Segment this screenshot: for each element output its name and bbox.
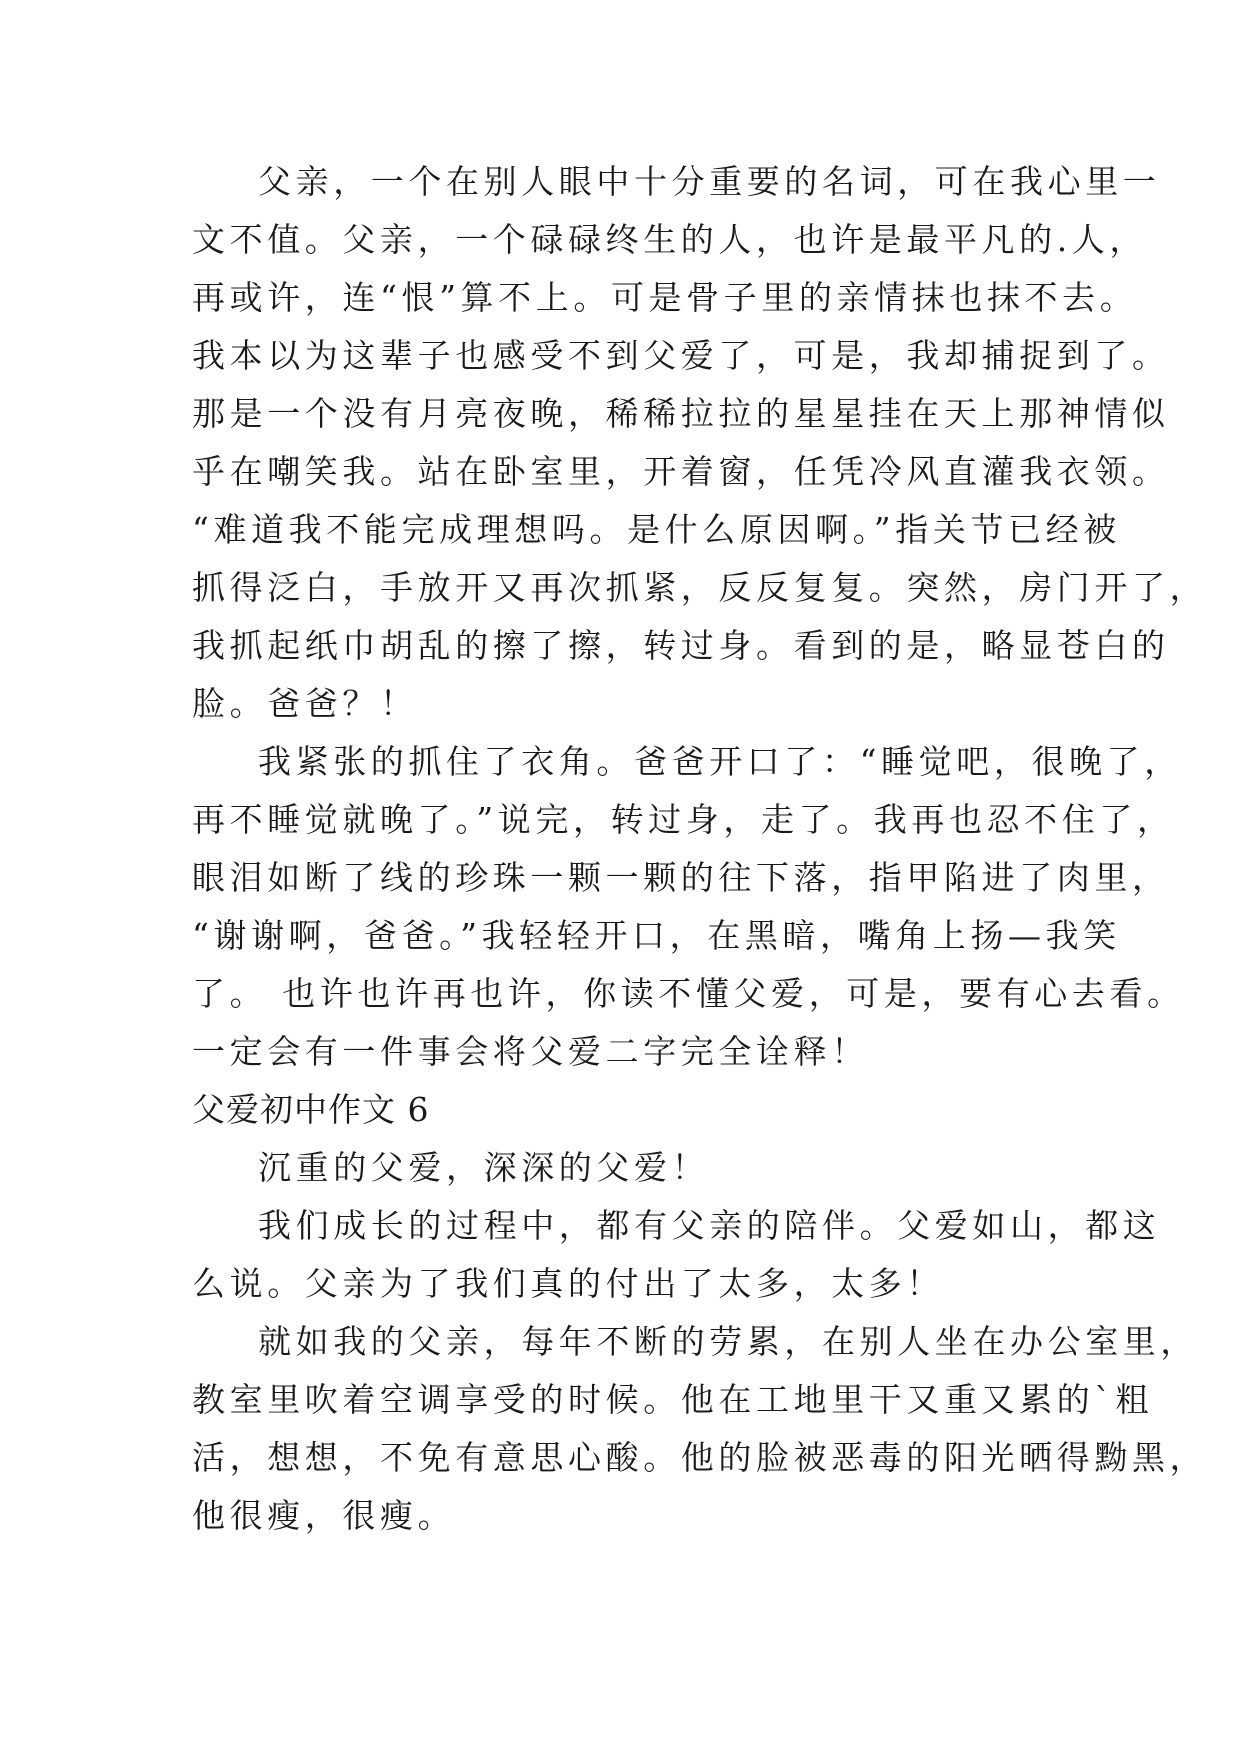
paragraph-line: 文不值。父亲，一个碌碌终生的人，也许是最平凡的.人， bbox=[192, 220, 1148, 259]
paragraph-line: 抓得泛白，手放开又再次抓紧，反反复复。突然，房门开了， bbox=[192, 568, 1208, 607]
paragraph-line: 再不睡觉就晚了。”说完，转过身，走了。我再也忍不住了， bbox=[192, 800, 1175, 839]
paragraph-line: 脸。爸爸？！ bbox=[192, 684, 418, 723]
paragraph-line: 就如我的父亲，每年不断的劳累，在别人坐在办公室里， bbox=[258, 1322, 1198, 1361]
paragraph-line: 再或许，连“恨”算不上。可是骨子里的亲情抹也抹不去。 bbox=[192, 278, 1138, 317]
paragraph-line: 我抓起纸巾胡乱的擦了擦，转过身。看到的是，略显苍白的 bbox=[192, 626, 1170, 665]
paragraph-line: 活，想想，不免有意思心酸。他的脸被恶毒的阳光晒得黝黑， bbox=[192, 1438, 1208, 1477]
paragraph-line: 了。 也许也许再也许，你读不懂父爱，可是，要有心去看。 bbox=[192, 974, 1185, 1013]
paragraph-line: 教室里吹着空调享受的时候。他在工地里干又重又累的`粗 bbox=[192, 1380, 1154, 1419]
paragraph-line: 父亲，一个在别人眼中十分重要的名词，可在我心里一 bbox=[258, 162, 1161, 201]
paragraph-line: 我们成长的过程中，都有父亲的陪伴。父爱如山，都这 bbox=[258, 1206, 1161, 1245]
paragraph-line: 我本以为这辈子也感受不到父爱了，可是，我却捕捉到了。 bbox=[192, 336, 1170, 375]
paragraph-line: 乎在嘲笑我。站在卧室里，开着窗，任凭冷风直灌我衣领。 bbox=[192, 452, 1170, 491]
paragraph-line: 我紧张的抓住了衣角。爸爸开口了：“睡觉吧，很晚了， bbox=[258, 742, 1182, 781]
paragraph-line: 他很瘦，很瘦。 bbox=[192, 1496, 456, 1535]
paragraph-line: 那是一个没有月亮夜晚，稀稀拉拉的星星挂在天上那神情似 bbox=[192, 394, 1170, 433]
paragraph-line: 眼泪如断了线的珍珠一颗一颗的往下落，指甲陷进了肉里， bbox=[192, 858, 1170, 897]
paragraph-line: “难道我不能完成理想吗。是什么原因啊。”指关节已经被 bbox=[192, 510, 1121, 549]
section-heading: 父爱初中作文 6 bbox=[192, 1090, 430, 1129]
paragraph-line: “谢谢啊，爸爸。”我轻轻开口，在黑暗，嘴角上扬—我笑 bbox=[192, 916, 1121, 955]
paragraph-line: 一定会有一件事会将父爱二字完全诠释！ bbox=[192, 1032, 869, 1071]
paragraph-line: 沉重的父爱，深深的父爱！ bbox=[258, 1148, 710, 1187]
paragraph-line: 么说。父亲为了我们真的付出了太多，太多！ bbox=[192, 1264, 944, 1303]
